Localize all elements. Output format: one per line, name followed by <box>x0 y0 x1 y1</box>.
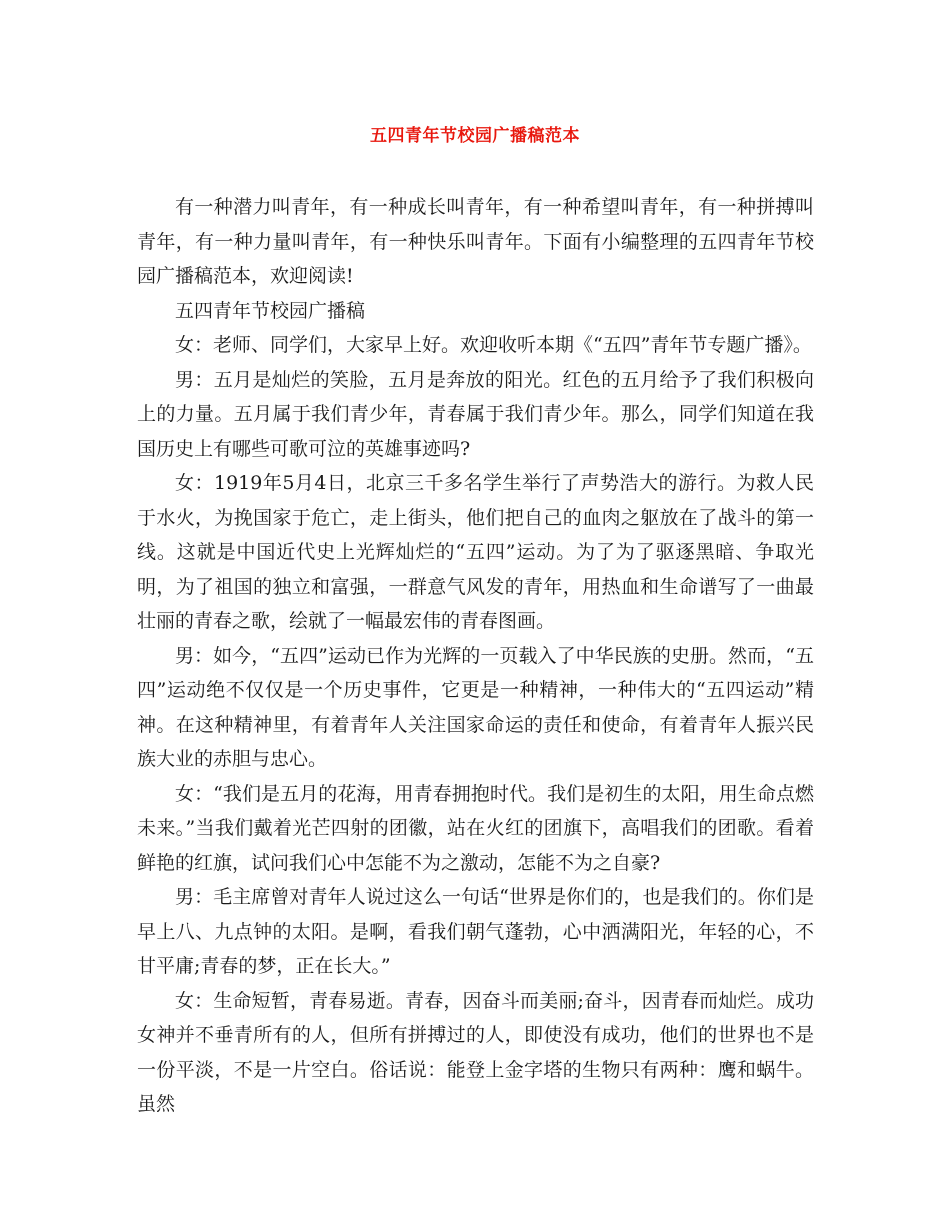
paragraph-subtitle: 五四青年节校园广播稿 <box>175 299 366 322</box>
paragraph-male-1: 男：五月是灿烂的笑脸，五月是奔放的阳光。红色的五月给予了我们积极向上的力量。五月属于我们青少年，青春属于我们青少年。那么，同学们知道在我国历史上有哪些可歌可泣的英雄事迹吗? <box>137 368 814 460</box>
paragraph-male-2: 男：如今，“五四”运动已作为光辉的一页载入了中华民族的史册。然而，“五四”运动绝不仅仅是一个历史事件，它更是一种精神，一种伟大的“五四运动”精神。在这种精神里，有着青年人关注国家命运的责任和使命，有着青年人振兴民族大业的赤胆与忠心。 <box>137 644 814 770</box>
paragraph-female-1: 女：老师、同学们，大家早上好。欢迎收听本期《“五四”青年节专题广播》。 <box>175 334 812 356</box>
paragraph-female-3: 女：“我们是五月的花海，用青春拥抱时代。我们是初生的太阳，用生命点燃未来。”当我们戴着光芒四射的团徽，站在火红的团旗下，高唱我们的团歌。看着鲜艳的红旗，试问我们心中怎能不为之激动，怎能不为之自豪? <box>137 782 814 874</box>
paragraph-intro: 有一种潜力叫青年，有一种成长叫青年，有一种希望叫青年，有一种拼搏叫青年，有一种力量叫青年，有一种快乐叫青年。下面有小编整理的五四青年节校园广播稿范本，欢迎阅读! <box>137 196 814 287</box>
document-title: 五四青年节校园广播稿范本 <box>370 126 580 146</box>
paragraph-male-3: 男：毛主席曾对青年人说过这么一句话“世界是你们的，也是我们的。你们是早上八、九点钟的太阳。是啊，看我们朝气蓬勃，心中洒满阳光，年轻的心，不甘平庸;青春的梦，正在长大。” <box>137 886 814 977</box>
paragraph-female-2: 女：1919年5月4日，北京三千多名学生举行了声势浩大的游行。为救人民于水火，为挽国家于危亡，走上街头，他们把自己的血肉之躯放在了战斗的第一线。这就是中国近代史上光辉灿烂的“五四”运动。为了为了驱逐黑暗、争取光明，为了祖国的独立和富强，一群意气风发的青年，用热血和生命谱写了一曲最壮丽的青春之歌，绘就了一幅最宏伟的青春图画。 <box>137 472 814 632</box>
document-body <box>137 190 814 1122</box>
paragraph-female-4: 女：生命短暂，青春易逝。青春，因奋斗而美丽;奋斗，因青春而灿烂。成功女神并不垂青所有的人，但所有拼搏过的人，即使没有成功，他们的世界也不是一份平淡，不是一片空白。俗话说：能登上金字塔的生物只有两种：鹰和蜗牛。虽然 <box>137 989 814 1115</box>
